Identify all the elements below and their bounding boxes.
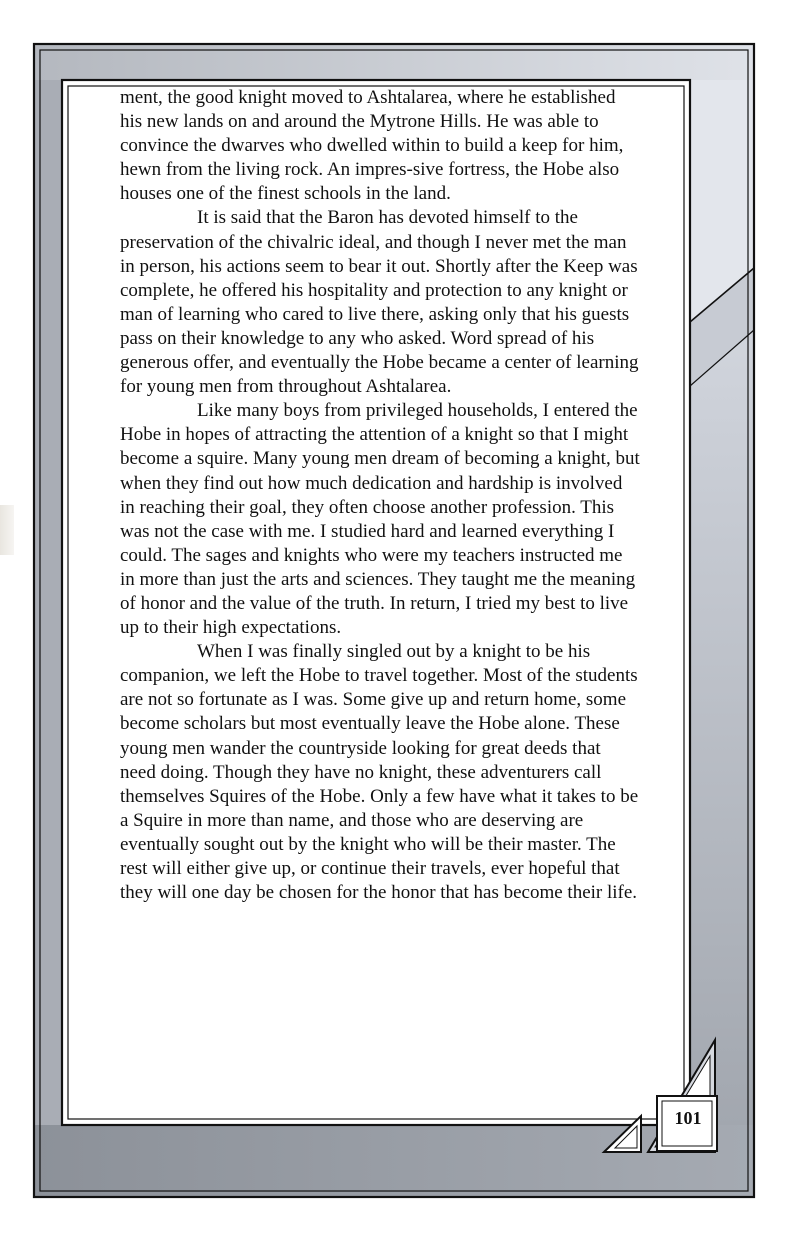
paragraph: ment, the good knight moved to Ashtalarea, where he established his new lands on and around the Mytrone Hills. He was able to convince the dwarves who dwelled within to build a keep for him, hewn from the living rock. An impres-sive fortress, the Hobe also houses one of the finest schools in the land.: [120, 87, 624, 205]
frame-bottom-band: [34, 1125, 754, 1197]
paragraph: It is said that the Baron has devoted himself to the preservation of the chivalric ideal, and though I never met the man in person, his actions seem to bear it out. Shortly after the Keep was complete, he offered his hospitality and protection to any knight or man of learning who cared to live there, asking only that his guests pass on their knowledge to any who asked. Word spread of his generous offer, and eventually the Hobe became a center of learning for young men from throughout Ashtalarea.: [120, 207, 639, 398]
scan-edge-mark: [0, 505, 14, 555]
page-number: 101: [674, 1108, 702, 1128]
frame-left-band: [34, 80, 62, 1197]
paragraph: Like many boys from privileged households, I entered the Hobe in hopes of attracting the attention of a knight so that I might become a squire. Many young men dream of becoming a knight, but when they find out how much dedication and hardship is involved in reaching their goal, they often choose another profession. This was not the case with me. I studied hard and learned everything I could. The sages and knights who were my teachers instructed me in more than just the arts and sciences. They taught me the meaning of honor and the value of the truth. In return, I tried my best to live up to their high expectations.: [120, 400, 640, 639]
body-text: [120, 86, 640, 905]
paragraph: When I was finally singled out by a knight to be his companion, we left the Hobe to travel together. Most of the students are not so fortunate as I was. Some give up and return home, some become scholars but most eventually leave the Hobe alone. These young men wander the countryside looking for great deeds that need doing. Though they have no knight, these adventurers call themselves Squires of the Hobe. Only a few have what it takes to be a Squire in more than name, and those who are deserving are eventually sought out by the knight who will be their master. The rest will either give up, or continue their travels, ever hopeful that they will one day be chosen for the honor that has become their life.: [120, 641, 639, 904]
